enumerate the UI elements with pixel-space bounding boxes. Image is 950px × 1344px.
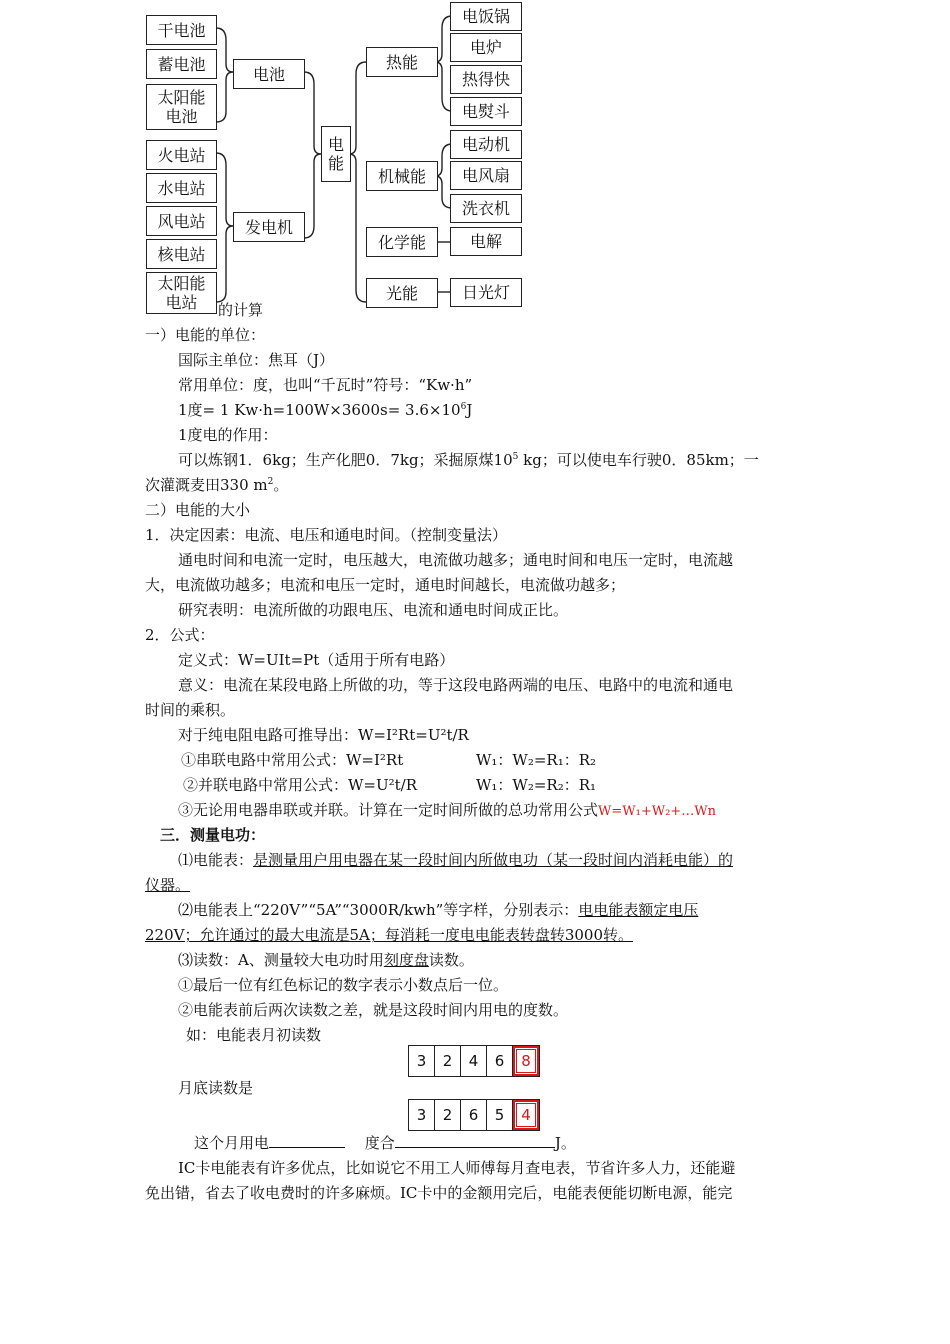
kwh-answer-blank[interactable] [269,1133,345,1148]
meter-end-digit: 6 [461,1100,487,1130]
device-rice-cooker: 电饭锅 [450,2,522,31]
one-kwh-effect-detail-cont: 次灌溉麦田330 $m^2$。 [145,476,289,494]
monthly-usage-question: 这个月用电 度合 J。 [194,1134,576,1152]
meter-start-digit: 4 [461,1046,487,1076]
factors-line: 1．决定因素：电流、电压和通电时间。（控制变量法） [145,526,508,544]
device-motor: 电动机 [450,130,522,159]
pure-resistance-formula: 对于纯电阻电路可推导出：W=I²Rt=U²t/R [178,726,469,744]
common-unit-line: 常用单位：度，也叫“千瓦时”符号：“Kw·h” [178,376,473,394]
device-electric-iron: 电熨斗 [450,97,522,126]
source-wind-plant: 风电站 [146,206,217,236]
series-formula: ①串联电路中常用公式：W=I²Rt [181,751,404,769]
device-fluorescent-lamp: 日光灯 [450,278,522,307]
meter-start-digit: 6 [487,1046,513,1076]
joule-answer-blank[interactable] [395,1133,555,1148]
device-electrolysis: 电解 [450,227,522,256]
source-solar-battery: 太阳能电池 [146,84,217,130]
device-electric-stove: 电炉 [450,33,522,62]
device-fan: 电风扇 [450,161,522,190]
meter-end-digit: 3 [409,1100,435,1130]
meter-start-reading [408,1045,540,1077]
meter-definition: ⑴电能表：是测量用户用电器在某一段时间内所做电功（某一段时间内消耗电能）的 [178,851,734,869]
red-digit-line: ①最后一位有红色标记的数字表示小数点后一位。 [178,976,509,994]
total-work-formula: W=W₁+W₂+…Wn [598,804,716,819]
conversion-line: 1度= 1 $Kw\cdot h=100W\times 3600s= 3.6\times 10^6J$ [178,401,473,419]
meter-end-digit: 5 [487,1100,513,1130]
one-kwh-effect-line: 1度电的作用： [178,426,278,444]
node-electric-energy: 电能 [321,126,351,182]
section-2-heading: 二）电能的大小 [145,501,251,519]
parallel-formula: ②并联电路中常用公式：W=U²t/R [183,776,418,794]
start-reading-label: 如：电能表月初读数 [186,1026,322,1044]
end-reading-label: 月底读数是 [178,1079,254,1097]
series-ratio: W₁：W₂=R₁：R₂ [476,751,597,769]
source-nuclear-plant: 核电站 [146,239,217,269]
reading-line: ⑶读数：A、测量较大电功时用刻度盘读数。 [178,951,474,969]
form-light: 光能 [366,278,438,308]
meter-start-digit: 2 [435,1046,461,1076]
meter-end-reading [408,1099,540,1131]
source-dry-battery: 干电池 [146,15,217,45]
factors-detail-1: 通电时间和电流一定时，电压越大，电流做功越多；通电时间和电压一定时，电流越 [178,551,734,569]
meter-label-line: ⑵电能表上“220V”“5A”“3000R/kwh”等字样，分别表示：电电能表额定电压 [178,901,699,919]
section-1-heading: 一）电能的单位： [145,326,266,344]
section-3-heading: 三．测量电功： [160,826,266,844]
meter-label-meaning: 220V；允许通过的最大电流是5A；每消耗一度电电能表转盘转3000转。 [145,926,634,944]
form-mechanical: 机械能 [366,161,438,191]
meter-start-decimal-digit: 8 [513,1046,539,1076]
form-heat: 热能 [366,47,438,77]
si-unit-line: 国际主单位：焦耳（J） [178,351,335,369]
parallel-ratio: W₁：W₂=R₂：R₁ [476,776,597,794]
meaning-line: 意义：电流在某段电路上所做的功，等于这段电路两端的电压、电路中的电流和通电 [178,676,734,694]
meter-end-decimal-digit: 4 [513,1100,539,1130]
node-battery: 电池 [233,59,305,89]
factors-detail-2: 大，电流做功越多；电流和电压一定时，通电时间越长，电流做功越多； [145,576,626,594]
research-line: 研究表明：电流所做的功跟电压、电流和通电时间成正比。 [178,601,569,619]
formula-heading: 2．公式： [145,626,215,644]
one-kwh-effect-detail: 可以炼钢1．6kg；生产化肥0．7kg；采掘原煤$10^5$ kg；可以使电车行驶0．85km；一 [178,451,759,469]
ic-card-paragraph-cont: 免出错，省去了收电费时的许多麻烦。IC卡中的金额用完后，电能表便能切断电源，能完 [145,1184,733,1202]
source-storage-battery: 蓄电池 [146,49,217,79]
device-washing-machine: 洗衣机 [450,194,522,223]
source-solar-plant: 太阳能电站 [146,272,217,314]
source-hydro-plant: 水电站 [146,173,217,203]
source-thermal-plant: 火电站 [146,140,217,170]
device-immersion-heater: 热得快 [450,65,522,94]
ic-card-paragraph: IC卡电能表有许多优点，比如说它不用工人师傅每月查电表，节省许多人力，还能避 [178,1159,736,1177]
meter-end-digit: 2 [435,1100,461,1130]
calc-title: 的计算 [218,301,264,319]
meter-start-digit: 3 [409,1046,435,1076]
form-chemical: 化学能 [366,227,438,257]
total-work-line: ③无论用电器串联或并联。计算在一定时间所做的总功常用公式W=W₁+W₂+…Wn [178,801,716,819]
energy-concept-diagram [0,0,950,320]
meaning-line-cont: 时间的乘积。 [145,701,236,719]
difference-line: ②电能表前后两次读数之差，就是这段时间内用电的度数。 [178,1001,569,1019]
definition-formula: 定义式：W=UIt=Pt（适用于所有电路） [178,651,455,669]
meter-definition-cont: 仪器。 [145,876,191,894]
node-generator: 发电机 [233,212,305,242]
